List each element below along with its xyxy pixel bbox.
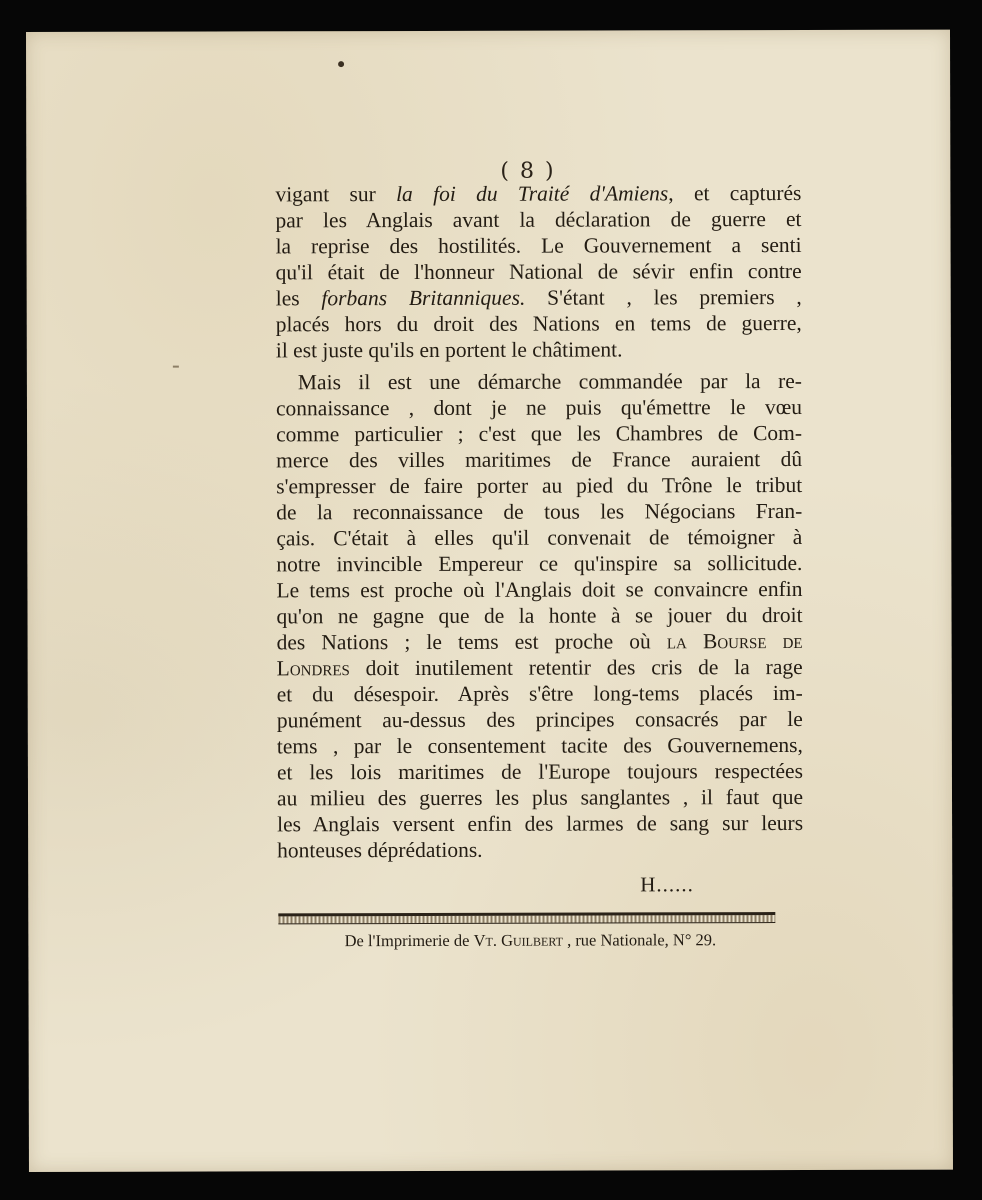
text-line: au milieu des guerres les plus sanglantes , il faut que bbox=[276, 784, 804, 811]
imprint-line: De l'Imprimerie de Vt. Guilbert , rue Nationale, N° 29. bbox=[344, 930, 717, 951]
text-line: qu'on ne gagne que de la honte à se jouer du droit bbox=[276, 602, 803, 629]
text-line: des Nations ; le tems est proche où la Bourse de bbox=[276, 628, 803, 655]
text-line: Londres doit inutilement retentir des cris de la rage bbox=[276, 654, 803, 681]
text-line: honteuses déprédations. bbox=[277, 837, 483, 863]
text-line: tems , par le consentement tacite des Gouvernemens, bbox=[276, 732, 803, 759]
text-line: placés hors du droit des Nations en tems de guerre, bbox=[275, 310, 802, 337]
page-number: ( 8 ) bbox=[500, 158, 556, 184]
text-line: çais. C'était à elles qu'il convenait de témoigner à bbox=[276, 524, 803, 551]
text-line: connaissance , dont je ne puis qu'émettre le vœu bbox=[275, 394, 803, 421]
signature: H...... bbox=[640, 872, 694, 897]
text-line: il est juste qu'ils en portent le châtiment. bbox=[275, 337, 623, 363]
text-line: qu'il était de l'honneur National de sévir enfin contre bbox=[275, 258, 802, 285]
body-text bbox=[275, 180, 803, 863]
text-line: la reprise des hostilités. Le Gouvernement a senti bbox=[275, 232, 802, 259]
document-page bbox=[26, 30, 953, 1172]
text-line: et les lois maritimes de l'Europe toujours respectées bbox=[276, 758, 803, 785]
text-line: les forbans Britanniques. S'étant , les premiers , bbox=[275, 284, 802, 311]
text-line: Le tems est proche où l'Anglais doit se convaincre enfin bbox=[276, 576, 803, 603]
double-rule-divider bbox=[278, 912, 775, 924]
text-line: Mais il est une démarche commandée par la re- bbox=[297, 368, 802, 395]
text-line: vigant sur la foi du Traité d'Amiens, et capturés bbox=[275, 180, 802, 207]
text-line: s'empresser de faire porter au pied du Trône le tribut bbox=[276, 472, 803, 499]
text-line: merce des villes maritimes de France auraient dû bbox=[276, 446, 803, 473]
text-line: comme particulier ; c'est que les Chambres de Com- bbox=[276, 420, 803, 447]
text-line: punément au-dessus des principes consacrés par le bbox=[276, 706, 803, 733]
margin-mark bbox=[173, 366, 179, 368]
ink-spot bbox=[338, 61, 344, 67]
text-line: et du désespoir. Après s'être long-tems placés im- bbox=[276, 680, 803, 707]
text-line: de la reconnaissance de tous les Négocians Fran- bbox=[276, 498, 803, 525]
text-line: notre invincible Empereur ce qu'inspire sa sollicitude. bbox=[276, 550, 803, 577]
text-line: par les Anglais avant la déclaration de guerre et bbox=[275, 206, 802, 233]
text-line: les Anglais versent enfin des larmes de sang sur leurs bbox=[277, 810, 804, 837]
